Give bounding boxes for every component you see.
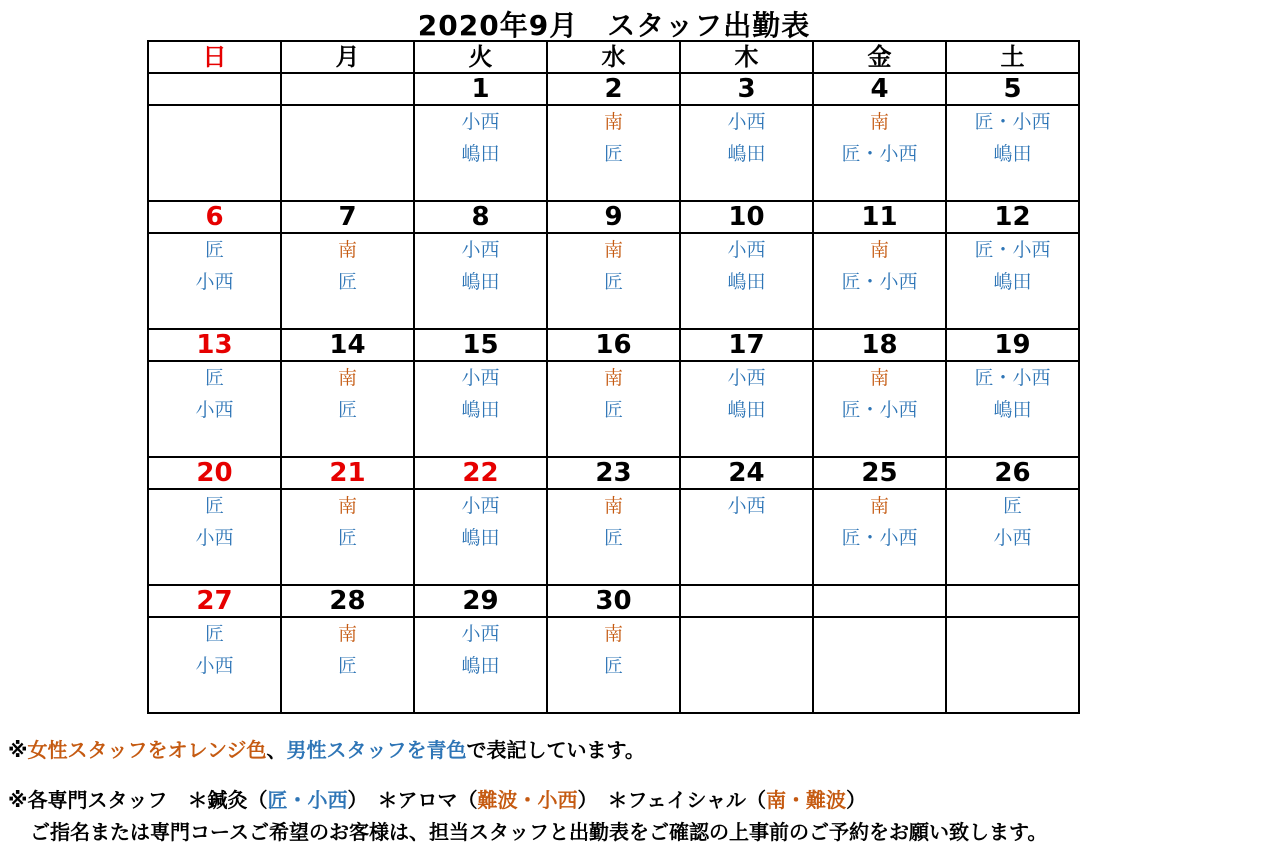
staff-name: 小西 — [461, 495, 500, 517]
day-number: 4 — [813, 73, 946, 105]
staff-cell — [281, 489, 414, 585]
weekday-header: 木 — [680, 41, 813, 73]
staff-name: 匠 — [204, 367, 224, 389]
staff-name: 南 — [869, 367, 889, 389]
day-number — [148, 73, 281, 105]
staff-name: 小西 — [727, 111, 766, 133]
day-number: 23 — [547, 457, 680, 489]
staff-name: 南 — [869, 239, 889, 261]
staff-cell — [813, 105, 946, 201]
staff-cell — [547, 489, 680, 585]
staff-name: 嶋田 — [461, 527, 500, 549]
staff-name: 南 — [603, 367, 623, 389]
day-number: 17 — [680, 329, 813, 361]
facial-staff: 南・難波 — [766, 788, 847, 812]
comma: 、 — [266, 738, 287, 762]
weekday-header: 月 — [281, 41, 414, 73]
staff-name: 匠 — [337, 399, 357, 421]
day-number: 5 — [946, 73, 1079, 105]
staff-name: 小西 — [195, 527, 234, 549]
male-staff-label: 男性スタッフを青色 — [286, 738, 467, 762]
staff-name: 小西 — [727, 495, 766, 517]
staff-cell — [414, 361, 547, 457]
staff-cell — [547, 617, 680, 713]
staff-name: 匠 — [337, 527, 357, 549]
day-number: 16 — [547, 329, 680, 361]
reservation-note: ご指名または専門コースご希望のお客様は、担当スタッフと出勤表をご確認の上事前のご予約をお願い致します。 — [30, 820, 1048, 844]
staff-name: 南 — [337, 367, 357, 389]
staff-name: 小西 — [195, 271, 234, 293]
weekday-header: 土 — [946, 41, 1079, 73]
staff-cell — [148, 617, 281, 713]
day-number: 9 — [547, 201, 680, 233]
staff-cell — [946, 489, 1079, 585]
staff-name: 小西 — [461, 367, 500, 389]
staff-name: 小西 — [461, 239, 500, 261]
staff-cell — [680, 489, 813, 585]
day-number: 6 — [148, 201, 281, 233]
staff-name: 匠 — [337, 271, 357, 293]
staff-cell — [813, 489, 946, 585]
staff-cell — [281, 617, 414, 713]
note-mark: ※ — [8, 738, 28, 762]
day-number: 1 — [414, 73, 547, 105]
day-number: 3 — [680, 73, 813, 105]
day-number — [680, 585, 813, 617]
facial-prefix: ） ＊フェイシャル（ — [577, 788, 767, 812]
staff-name: 嶋田 — [727, 399, 766, 421]
staff-cell — [281, 233, 414, 329]
aroma-prefix: ） ＊アロマ（ — [347, 788, 478, 812]
staff-name: 南 — [337, 623, 357, 645]
day-number: 22 — [414, 457, 547, 489]
staff-name: 匠・小西 — [974, 239, 1051, 261]
page-title: 2020年9月 スタッフ出勤表 — [417, 9, 811, 42]
staff-name: 嶋田 — [461, 143, 500, 165]
staff-cell — [946, 233, 1079, 329]
staff-name: 嶋田 — [993, 399, 1032, 421]
staff-cell — [680, 361, 813, 457]
day-number: 28 — [281, 585, 414, 617]
staff-name: 南 — [869, 111, 889, 133]
staff-name: 嶋田 — [727, 271, 766, 293]
aroma-staff: 難波・小西 — [477, 788, 578, 812]
note-tail: で表記しています。 — [466, 738, 645, 762]
staff-name: 小西 — [461, 111, 500, 133]
staff-cell — [680, 617, 813, 713]
staff-cell — [414, 233, 547, 329]
day-number: 10 — [680, 201, 813, 233]
day-number: 7 — [281, 201, 414, 233]
staff-name: 嶋田 — [461, 271, 500, 293]
staff-name: 南 — [603, 239, 623, 261]
staff-name: 嶋田 — [993, 271, 1032, 293]
staff-name: 嶋田 — [461, 655, 500, 677]
staff-cell — [414, 617, 547, 713]
day-number: 15 — [414, 329, 547, 361]
weekday-header: 金 — [813, 41, 946, 73]
staff-name: 匠 — [337, 655, 357, 677]
staff-cell — [148, 489, 281, 585]
staff-cell — [680, 233, 813, 329]
staff-name: 小西 — [461, 623, 500, 645]
day-number: 18 — [813, 329, 946, 361]
staff-name: 南 — [603, 623, 623, 645]
staff-name: 匠・小西 — [974, 367, 1051, 389]
staff-cell — [148, 105, 281, 201]
color-legend-note — [8, 734, 645, 763]
staff-name: 小西 — [993, 527, 1032, 549]
staff-cell — [813, 233, 946, 329]
day-number: 25 — [813, 457, 946, 489]
day-number — [281, 73, 414, 105]
staff-name: 小西 — [727, 239, 766, 261]
staff-name: 小西 — [195, 655, 234, 677]
staff-name: 小西 — [727, 367, 766, 389]
staff-cell — [813, 361, 946, 457]
day-number: 29 — [414, 585, 547, 617]
staff-name: 匠・小西 — [841, 399, 918, 421]
day-number: 30 — [547, 585, 680, 617]
note-close: ） — [846, 788, 867, 812]
staff-name: 匠・小西 — [974, 111, 1051, 133]
staff-name: 小西 — [195, 399, 234, 421]
staff-cell — [148, 233, 281, 329]
day-number: 8 — [414, 201, 547, 233]
staff-name: 匠 — [603, 143, 623, 165]
staff-cell — [414, 489, 547, 585]
staff-name: 匠 — [204, 623, 224, 645]
staff-cell — [547, 105, 680, 201]
staff-cell — [946, 105, 1079, 201]
staff-cell — [946, 617, 1079, 713]
staff-name: 嶋田 — [727, 143, 766, 165]
staff-name: 匠 — [603, 399, 623, 421]
day-number: 2 — [547, 73, 680, 105]
staff-cell — [547, 361, 680, 457]
day-number: 21 — [281, 457, 414, 489]
staff-name: 匠・小西 — [841, 271, 918, 293]
staff-name: 匠 — [603, 271, 623, 293]
specialist-prefix: ※各専門スタッフ ＊鍼灸（ — [8, 788, 268, 812]
specialist-staff-note — [8, 784, 866, 813]
staff-name: 南 — [869, 495, 889, 517]
day-number: 27 — [148, 585, 281, 617]
weekday-header: 火 — [414, 41, 547, 73]
staff-cell — [680, 105, 813, 201]
staff-cell — [946, 361, 1079, 457]
staff-name: 匠・小西 — [841, 527, 918, 549]
staff-cell — [813, 617, 946, 713]
staff-cell — [414, 105, 547, 201]
day-number — [813, 585, 946, 617]
staff-name: 嶋田 — [993, 143, 1032, 165]
staff-cell — [281, 361, 414, 457]
day-number — [946, 585, 1079, 617]
staff-cell — [281, 105, 414, 201]
day-number: 26 — [946, 457, 1079, 489]
day-number: 14 — [281, 329, 414, 361]
staff-name: 匠・小西 — [841, 143, 918, 165]
staff-cell — [148, 361, 281, 457]
staff-name: 南 — [337, 239, 357, 261]
staff-name: 嶋田 — [461, 399, 500, 421]
day-number: 12 — [946, 201, 1079, 233]
day-number: 24 — [680, 457, 813, 489]
staff-name: 匠 — [1002, 495, 1022, 517]
weekday-header: 水 — [547, 41, 680, 73]
weekday-header: 日 — [148, 41, 281, 73]
staff-name: 南 — [603, 495, 623, 517]
day-number: 11 — [813, 201, 946, 233]
staff-name: 匠 — [204, 495, 224, 517]
staff-name: 匠 — [603, 527, 623, 549]
staff-name: 匠 — [603, 655, 623, 677]
day-number: 13 — [148, 329, 281, 361]
staff-cell — [547, 233, 680, 329]
staff-name: 南 — [337, 495, 357, 517]
day-number: 20 — [148, 457, 281, 489]
day-number: 19 — [946, 329, 1079, 361]
calendar-table — [147, 40, 1080, 714]
staff-name: 匠 — [204, 239, 224, 261]
female-staff-label: 女性スタッフをオレンジ色 — [27, 738, 267, 762]
staff-name: 南 — [603, 111, 623, 133]
acupuncture-staff: 匠・小西 — [267, 788, 348, 812]
